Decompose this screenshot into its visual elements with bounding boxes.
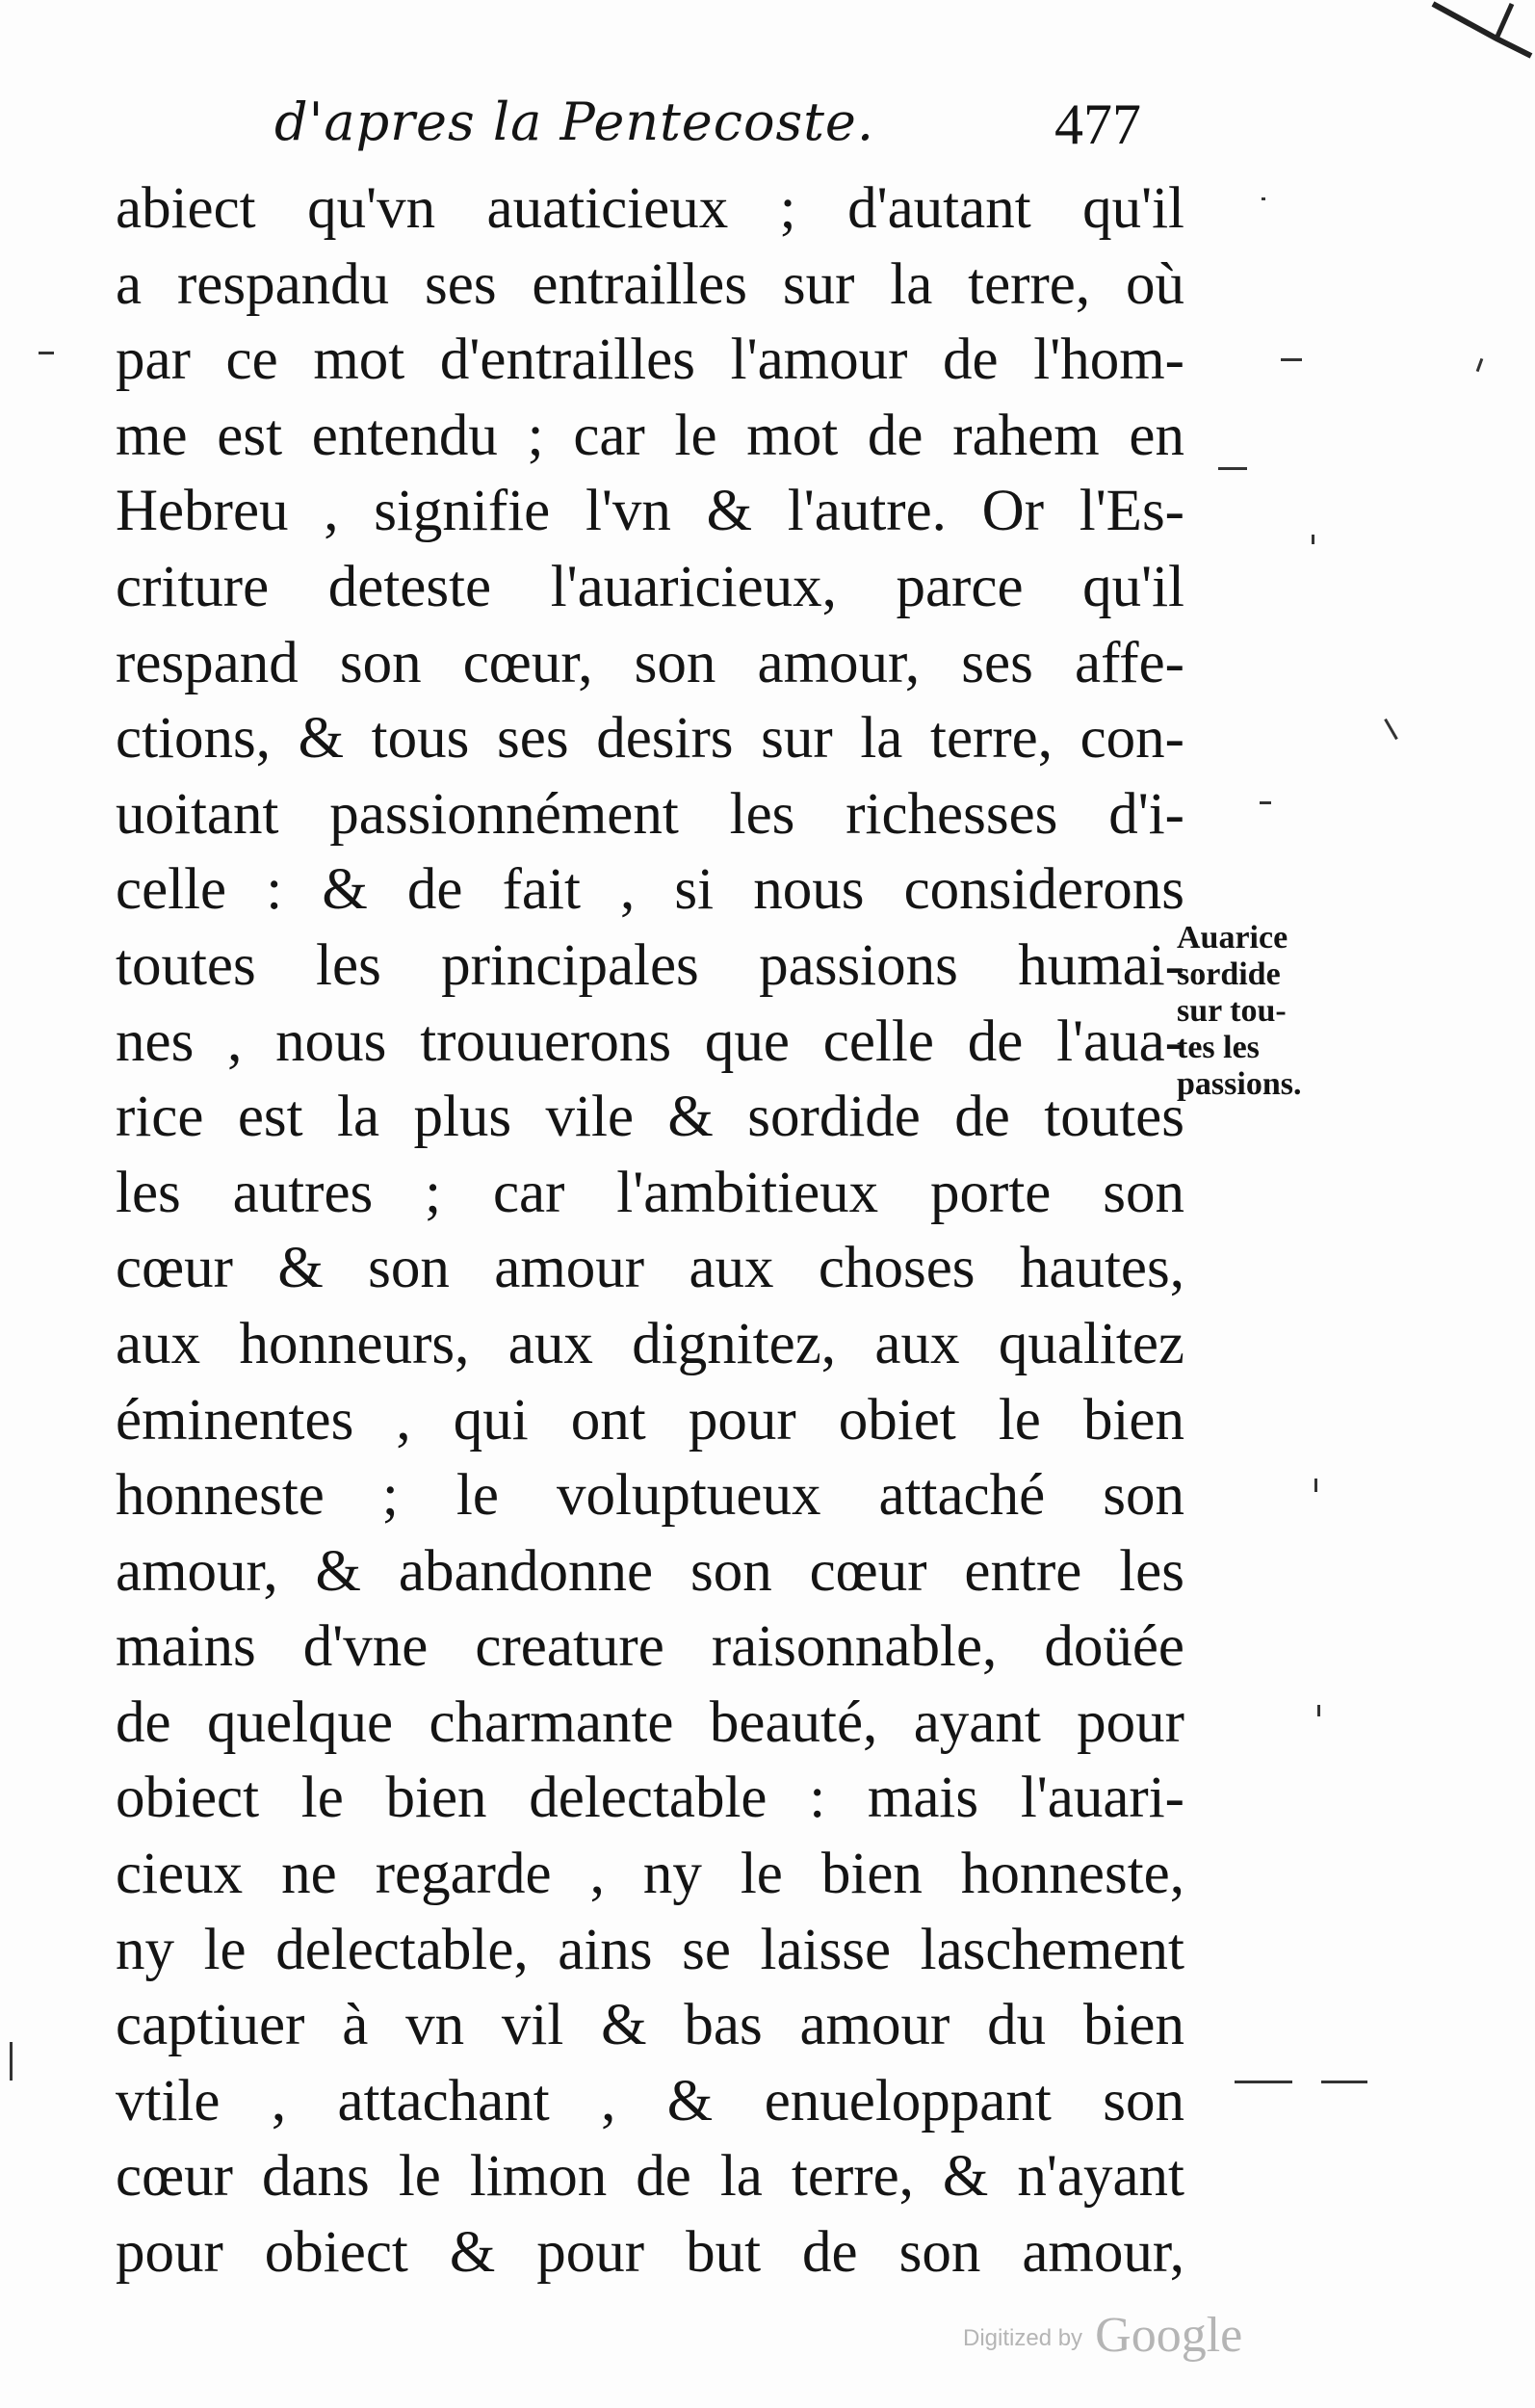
margin-note-line: sur tou-	[1177, 993, 1287, 1029]
margin-note-line: passions.	[1177, 1066, 1302, 1102]
text-line: par ce mot d'entrailles l'amour de l'hom-	[116, 327, 1184, 393]
text-line: uoitant passionnément les richesses d'i-	[116, 781, 1184, 847]
text-line: me est entendu ; car le mot de rahem en	[116, 403, 1184, 468]
digitized-watermark	[963, 2307, 1242, 2364]
text-line: cœur & son amour aux choses hautes,	[116, 1236, 1184, 1301]
text-line: honneste ; le voluptueux attaché son	[116, 1463, 1184, 1529]
text-line: cœur dans le limon de la terre, & n'ayant	[116, 2144, 1184, 2210]
scan-speck	[1260, 801, 1271, 804]
text-line: criture deteste l'auaricieux, parce qu'il	[116, 554, 1184, 619]
scan-speck	[1262, 197, 1265, 200]
text-line: toutes les principales passions humai-	[116, 932, 1184, 998]
text-line: celle : & de fait , si nous considerons	[116, 857, 1184, 923]
margin-note-line: Auarice	[1177, 920, 1288, 955]
text-line: captiuer à vn vil & bas amour du bien	[116, 1993, 1184, 2058]
text-line: ctions, & tous ses desirs sur la terre, con-	[116, 706, 1184, 772]
page-header	[246, 92, 1141, 169]
text-line: éminentes , qui ont pour obiet le bien	[116, 1387, 1184, 1453]
scan-speck	[1384, 719, 1398, 740]
text-line: respand son cœur, son amour, ses affe-	[116, 630, 1184, 695]
scan-speck	[39, 352, 54, 354]
text-line: mains d'vne creature raisonnable, doüée	[116, 1614, 1184, 1680]
text-line: les autres ; car l'ambitieux porte son	[116, 1160, 1184, 1225]
margin-note	[1177, 920, 1360, 1103]
scan-speck	[1218, 467, 1247, 470]
text-line: aux honneurs, aux dignitez, aux qualitez	[116, 1311, 1184, 1376]
margin-note-line: tes les	[1177, 1030, 1260, 1065]
text-line: obiect le bien delectable : mais l'auari-	[116, 1766, 1184, 1831]
running-title: d'apres la Pentecoste.	[274, 92, 875, 152]
watermark-caption: Digitized by	[963, 2325, 1083, 2351]
scan-speck	[1281, 358, 1302, 361]
page-corner-mark	[1429, 0, 1535, 106]
text-line: cieux ne regarde , ny le bien honneste,	[116, 1842, 1184, 1907]
text-line: nes , nous trouuerons que celle de l'aua-	[116, 1008, 1184, 1074]
text-line: abiect qu'vn auaticieux ; d'autant qu'il	[116, 176, 1184, 241]
text-line: rice est la plus vile & sordide de toutes	[116, 1085, 1184, 1150]
text-line: Hebreu , signifie l'vn & l'autre. Or l'Es-	[116, 479, 1184, 544]
scan-speck	[10, 2042, 13, 2081]
text-line: vtile , attachant , & enueloppant son	[116, 2068, 1184, 2133]
scan-speck	[1476, 358, 1484, 372]
scan-speck	[1235, 2081, 1292, 2083]
text-line: ny le delectable, ains se laisse laschement	[116, 1917, 1184, 1982]
text-line: pour obiect & pour but de son amour,	[116, 2220, 1184, 2286]
margin-note-line: sordide	[1177, 956, 1281, 992]
page-number: 477	[1054, 92, 1141, 156]
text-line: amour, & abandonne son cœur entre les	[116, 1538, 1184, 1604]
scan-speck	[1317, 1705, 1320, 1716]
google-logo: Google	[1095, 2308, 1243, 2363]
text-line: de quelque charmante beauté, ayant pour	[116, 1689, 1184, 1755]
scan-speck	[1321, 2081, 1367, 2083]
scan-speck	[1314, 1479, 1317, 1492]
text-line: a respandu ses entrailles sur la terre, où	[116, 251, 1184, 317]
scan-speck	[1312, 535, 1314, 544]
body-text	[116, 171, 1184, 2291]
